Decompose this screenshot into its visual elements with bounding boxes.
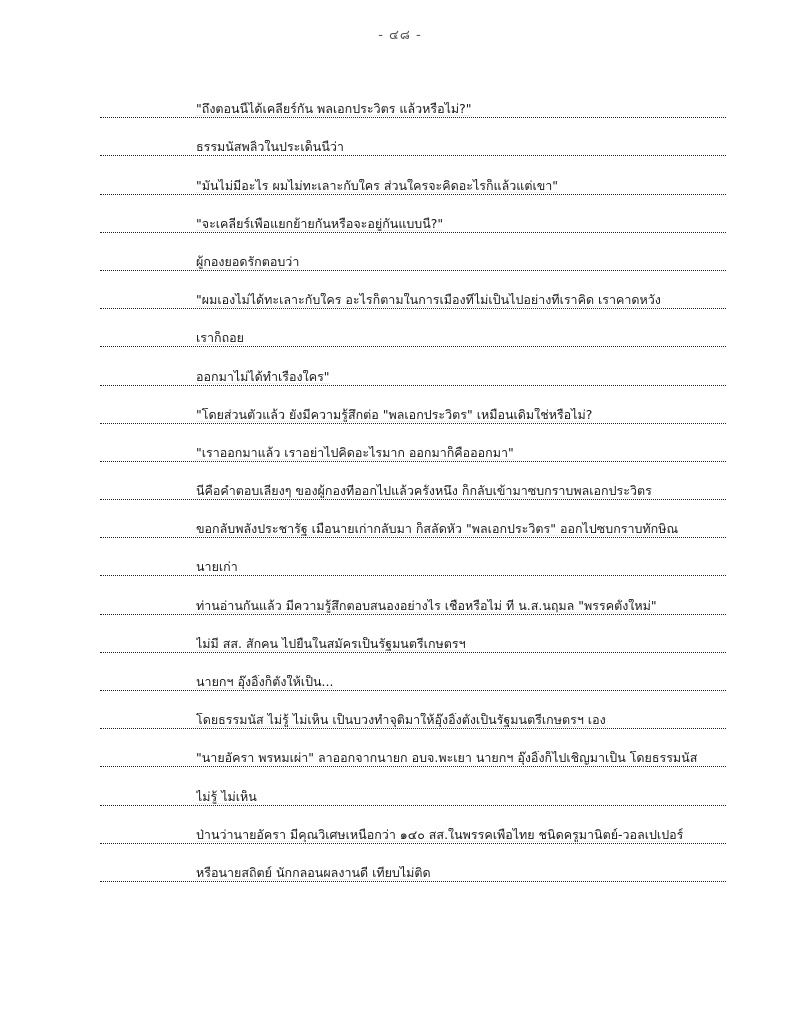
dotted-rule <box>100 728 726 729</box>
text-line <box>100 619 726 657</box>
line-text: ขอกลับพลังประชารัฐ เมื่อนายเก่ากลับมา ก็สลัดหัว "พลเอกประวิตร" ออกไปซบกราบทักษิณ <box>196 522 679 537</box>
line-text: นายเก่า <box>196 560 238 575</box>
text-line <box>100 466 726 504</box>
dotted-rule <box>100 194 726 195</box>
text-line <box>100 848 726 886</box>
text-line <box>100 580 726 618</box>
text-line <box>100 160 726 198</box>
line-text: "ถึงตอนนี้ได้เคลียร์กัน พลเอกประวิตร แล้วหรือไม่?" <box>196 102 472 117</box>
line-text: นายกฯ อุ๊งอิ๊งก็ตั้งให้เป็น... <box>196 675 334 689</box>
line-text: โดยธรรมนัส ไม่รู้ ไม่เห็น เป็นบวงทำจุติมาให้อุ๊งอิ๊งตั้งเป็นรัฐมนตรีเกษตรฯ เอง <box>196 713 606 728</box>
line-text: ออกมาไม่ได้ทำเรื่องใคร" <box>196 369 330 384</box>
dotted-rule <box>100 575 726 576</box>
line-text: หรือนายสถิตย์ นักกลอนผลงานดี เทียบไม่ติด <box>196 865 431 880</box>
text-line <box>100 504 726 542</box>
dotted-rule <box>100 461 726 462</box>
line-text: "ผมเองไม่ได้ทะเลาะกับใคร อะไรก็ตามในการเมืองที่ไม่เป็นไปอย่างที่เราคิด เราคาดหวัง <box>196 293 661 308</box>
text-line <box>100 122 726 160</box>
dotted-rule <box>100 155 726 156</box>
text-line <box>100 275 726 313</box>
dotted-rule <box>100 232 726 233</box>
text-line <box>100 351 726 389</box>
text-line <box>100 542 726 580</box>
line-text: "มันไม่มีอะไร ผมไม่ทะเลาะกับใคร ส่วนใครจะคิดอะไรก็แล้วแต่เขา" <box>196 178 559 193</box>
line-text: ไม่รู้ ไม่เห็น <box>196 789 257 804</box>
dotted-rule <box>100 423 726 424</box>
line-text: "นายอัครา พรหมเผ่า" ลาออกจากนายก อบจ.พะเยา นายกฯ อุ๊งอิ๊งก็ไปเชิญมาเป็น โดยธรรมนัส <box>196 751 698 766</box>
dotted-rule <box>100 499 726 500</box>
text-line <box>100 695 726 733</box>
dotted-rule <box>100 270 726 271</box>
dotted-rule <box>100 308 726 309</box>
text-line <box>100 199 726 237</box>
line-text: "เราออกมาแล้ว เราอย่าไปคิดอะไรมาก ออกมาก็คือออกมา" <box>196 445 514 460</box>
text-line <box>100 771 726 809</box>
line-text: ไม่มี สส. สักคน ไปยื่นในสมัครเป็นรัฐมนตรีเกษตรฯ <box>196 636 466 651</box>
line-text: ท่านอ่านกันแล้ว มีความรู้สึกตอบสนองอย่างไร เชื่อหรือไม่ ที่ น.ส.นฤมล "พรรคตั้งใหม่" <box>196 598 657 613</box>
text-line <box>100 428 726 466</box>
dotted-rule <box>100 690 726 691</box>
dotted-rule <box>100 766 726 767</box>
text-line <box>100 810 726 848</box>
dotted-rule <box>100 805 726 806</box>
line-text: ธรรมนัสพลิ้วในประเด็นนี้ว่า <box>196 140 344 155</box>
dotted-rule <box>100 881 726 882</box>
dotted-rule <box>100 614 726 615</box>
dotted-rule <box>100 385 726 386</box>
dotted-rule <box>100 346 726 347</box>
text-line <box>100 237 726 275</box>
dotted-rule <box>100 117 726 118</box>
document-body <box>100 84 726 886</box>
text-line <box>100 733 726 771</box>
text-line <box>100 657 726 695</box>
line-text: นี่คือคำตอบเลี่ยงๆ ของผู้กองที่ออกไปแล้วครั้งหนึ่ง ก็กลับเข้ามาซบกราบพลเอกประวิตร <box>196 484 652 499</box>
line-text: "โดยส่วนตัวแล้ว ยังมีความรู้สึกต่อ "พลเอกประวิตร" เหมือนเดิมใช่หรือไม่? <box>196 407 593 422</box>
dotted-rule <box>100 843 726 844</box>
line-text: "จะเคลียร์เพื่อแยกย้ายกันหรือจะอยู่กันแบบนี้?" <box>196 216 444 231</box>
dotted-rule <box>100 652 726 653</box>
page-number: - ๔๘ - <box>378 28 422 43</box>
text-line <box>100 390 726 428</box>
dotted-rule <box>100 537 726 538</box>
line-text: เราก็ถอย <box>196 331 244 346</box>
text-line <box>100 84 726 122</box>
text-line <box>100 313 726 351</box>
line-text: ผู้กองยอดรักตอบว่า <box>196 254 300 269</box>
line-text: ป่านว่านายอัครา มีคุณวิเศษเหนือกว่า ๑๔๐ สส.ในพรรคเพื่อไทย ชนิดครูมานิตย์-วอลเปเปอร์ <box>196 827 684 842</box>
